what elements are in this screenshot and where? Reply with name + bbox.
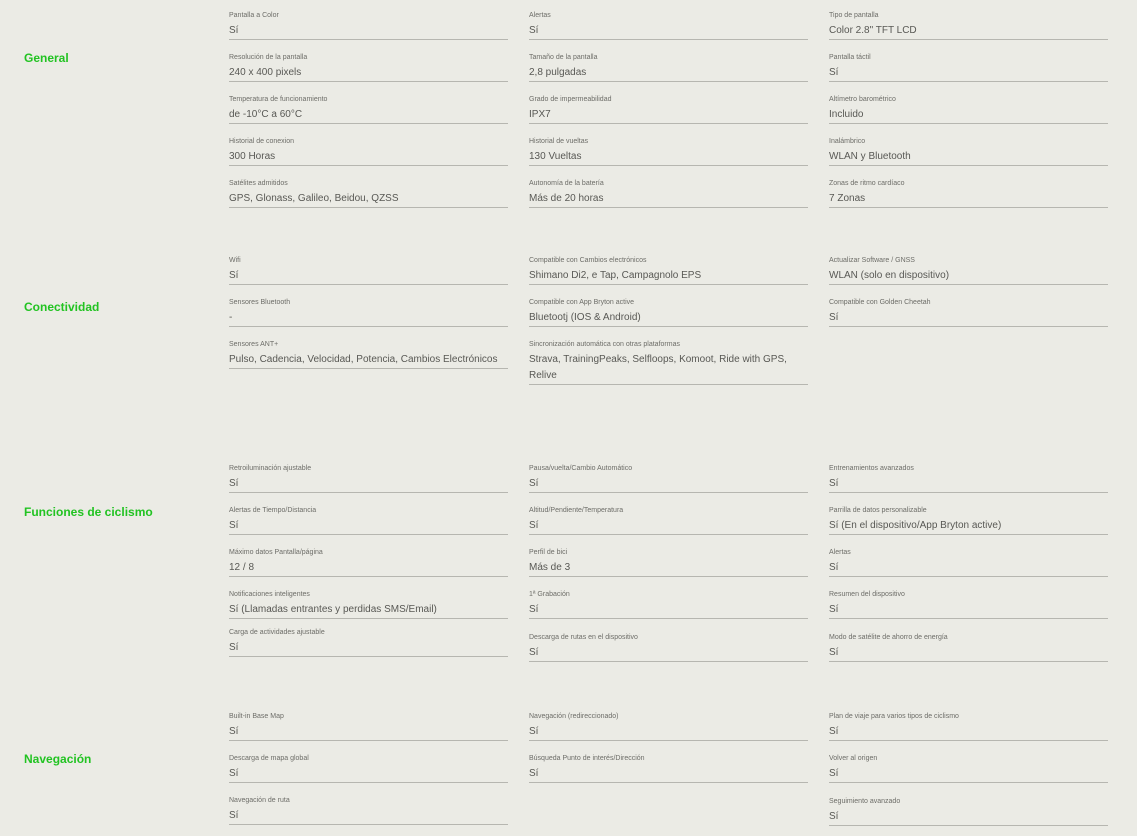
spec-value: Sí (En el dispositivo/App Bryton active) (829, 520, 1002, 531)
spec-historial-conexion (229, 137, 508, 166)
spec-navegacion-redireccionado (529, 712, 808, 741)
spec-golden-cheetah (829, 298, 1108, 327)
spec-altitud (529, 506, 808, 535)
spec-label: Carga de actividades ajustable (229, 629, 325, 636)
spec-label: Compatible con App Bryton active (529, 299, 635, 306)
spec-label: Inalámbrico (829, 138, 866, 145)
spec-label: 1ª Grabación (529, 591, 570, 598)
spec-alertas (529, 11, 808, 40)
spec-mapa-global (229, 754, 508, 783)
spec-impermeabilidad (529, 95, 808, 124)
spec-label: Perfil de bici (529, 549, 568, 556)
spec-value: 7 Zonas (829, 193, 866, 204)
spec-label: Zonas de ritmo cardíaco (829, 180, 905, 187)
spec-label: Seguimiento avanzado (829, 798, 901, 805)
spec-zonas-ritmo (829, 179, 1108, 208)
spec-value: 240 x 400 pixels (229, 67, 302, 78)
spec-label: Entrenamientos avanzados (829, 465, 914, 472)
spec-label: Máximo datos Pantalla/página (229, 549, 323, 556)
spec-label: Historial de conexion (229, 138, 294, 145)
spec-parrilla-datos (829, 506, 1108, 535)
spec-value: de -10°C a 60°C (229, 109, 303, 120)
spec-altimetro (829, 95, 1108, 124)
spec-value: IPX7 (529, 109, 551, 120)
spec-value: Sí (829, 562, 839, 573)
spec-seguimiento (829, 797, 1108, 826)
section-title-conectividad: Conectividad (24, 300, 100, 314)
spec-value: Sí (229, 726, 239, 737)
spec-plan-viaje (829, 712, 1108, 741)
spec-punto-interes (529, 754, 808, 783)
spec-value: Incluido (829, 109, 864, 120)
spec-temperatura (229, 95, 508, 124)
spec-label: Tipo de pantalla (829, 12, 879, 19)
spec-label: Historial de vueltas (529, 138, 589, 145)
spec-label: Altímetro barométrico (829, 96, 896, 103)
spec-label: Resolución de la pantalla (229, 54, 308, 61)
spec-value: Sí (529, 726, 539, 737)
spec-label: Navegación de ruta (229, 797, 290, 804)
spec-retroiluminacion (229, 464, 508, 493)
spec-pantalla-tactil (829, 53, 1108, 82)
spec-cambios-electronicos (529, 256, 808, 285)
spec-value: Sí (829, 478, 839, 489)
spec-label: Satélites admitidos (229, 180, 288, 187)
spec-modo-satelite (829, 633, 1108, 662)
spec-navegacion-ruta (229, 796, 508, 825)
spec-app-bryton (529, 298, 808, 327)
spec-label: Notificaciones inteligentes (229, 591, 310, 598)
section-title-general: General (24, 51, 69, 65)
spec-resolucion (229, 53, 508, 82)
spec-label: Volver al origen (829, 755, 878, 762)
spec-label: Compatible con Cambios electrónicos (529, 257, 647, 264)
spec-resumen-dispositivo (829, 590, 1108, 619)
spec-label: Pantalla a Color (229, 12, 279, 19)
spec-label: Plan de viaje para varios tipos de ciclismo (829, 713, 959, 720)
spec-value: Más de 20 horas (529, 193, 604, 204)
spec-entrenamientos (829, 464, 1108, 493)
spec-value: Shimano Di2, e Tap, Campagnolo EPS (529, 270, 702, 281)
spec-volver-origen (829, 754, 1108, 783)
spec-pausa-vuelta (529, 464, 808, 493)
spec-perfil-bici (529, 548, 808, 577)
spec-label: Temperatura de funcionamiento (229, 96, 328, 103)
spec-value: - (229, 312, 233, 323)
spec-label: Built-in Base Map (229, 713, 284, 720)
spec-value: Bluetootj (IOS & Android) (529, 312, 641, 323)
spec-label: Autonomía de la batería (529, 180, 604, 187)
spec-base-map (229, 712, 508, 741)
spec-value: Sí (829, 768, 839, 779)
spec-label: Alertas de Tiempo/Distancia (229, 507, 317, 514)
spec-label: Pantalla táctil (829, 54, 871, 61)
spec-tamano-pantalla (529, 53, 808, 82)
spec-inalambrico (829, 137, 1108, 166)
spec-label: Descarga de mapa global (229, 755, 309, 762)
spec-value: Sí (829, 726, 839, 737)
spec-alertas-ciclismo (829, 548, 1108, 577)
spec-label: Wifi (229, 257, 241, 264)
spec-label: Búsqueda Punto de interés/Dirección (529, 755, 645, 762)
spec-label: Sincronización automática con otras plataformas (529, 341, 680, 348)
spec-value: Strava, TrainingPeaks, Selfloops, Komoot, Ride with GPS, Relive (529, 354, 787, 381)
spec-satelites (229, 179, 508, 208)
spec-label: Alertas (529, 12, 551, 19)
spec-value: Sí (Llamadas entrantes y perdidas SMS/Email) (229, 604, 437, 615)
spec-autonomia (529, 179, 808, 208)
spec-label: Resumen del dispositivo (829, 591, 905, 598)
spec-value: Sí (829, 647, 839, 658)
spec-value: WLAN (solo en dispositivo) (829, 270, 950, 281)
spec-notificaciones (229, 590, 508, 619)
spec-pantalla-color (229, 11, 508, 40)
spec-value: Sí (229, 25, 239, 36)
spec-value: Sí (529, 478, 539, 489)
spec-value: Sí (529, 768, 539, 779)
spec-value: 300 Horas (229, 151, 276, 162)
spec-value: 2,8 pulgadas (529, 67, 587, 78)
section-title-navegacion: Navegación (24, 752, 92, 766)
spec-sensores-ant (229, 340, 508, 369)
spec-label: Modo de satélite de ahorro de energía (829, 634, 948, 641)
spec-label: Sensores ANT+ (229, 341, 279, 348)
spec-value: 12 / 8 (229, 562, 255, 573)
spec-label: Navegación (redireccionado) (529, 713, 619, 720)
spec-label: Parrilla de datos personalizable (829, 507, 927, 514)
spec-value: Sí (229, 520, 239, 531)
spec-label: Alertas (829, 549, 851, 556)
spec-label: Actualizar Software / GNSS (829, 257, 915, 264)
spec-value: Sí (229, 478, 239, 489)
spec-value: Sí (529, 25, 539, 36)
spec-label: Sensores Bluetooth (229, 299, 291, 306)
section-title-ciclismo: Funciones de ciclismo (24, 505, 153, 519)
spec-value: Sí (829, 811, 839, 822)
spec-label: Altitud/Pendiente/Temperatura (529, 507, 624, 514)
spec-value: Sí (829, 604, 839, 615)
spec-label: Tamaño de la pantalla (529, 54, 598, 61)
spec-historial-vueltas (529, 137, 808, 166)
spec-value: Sí (229, 270, 239, 281)
spec-value: WLAN y Bluetooth (829, 151, 911, 162)
spec-sincronizacion (529, 340, 808, 385)
spec-value: Sí (829, 312, 839, 323)
spec-label: Compatible con Golden Cheetah (829, 299, 931, 306)
spec-value: Color 2.8" TFT LCD (829, 25, 917, 36)
spec-value: Pulso, Cadencia, Velocidad, Potencia, Cambios Electrónicos (229, 354, 498, 365)
spec-value: GPS, Glonass, Galileo, Beidou, QZSS (229, 193, 399, 204)
spec-actualizar-software (829, 256, 1108, 285)
spec-value: 130 Vueltas (529, 151, 582, 162)
spec-label: Pausa/vuelta/Cambio Automático (529, 465, 633, 472)
spec-wifi (229, 256, 508, 285)
spec-sensores-bluetooth (229, 298, 508, 327)
spec-value: Más de 3 (529, 562, 571, 573)
spec-descarga-rutas (529, 633, 808, 662)
spec-maximo-datos (229, 548, 508, 577)
spec-value: Sí (229, 768, 239, 779)
spec-label: Retroiluminación ajustable (229, 465, 312, 472)
spec-tipo-pantalla (829, 11, 1108, 40)
spec-carga-actividades (229, 628, 508, 657)
spec-label: Descarga de rutas en el dispositivo (529, 634, 638, 641)
spec-value: Sí (529, 520, 539, 531)
spec-primera-grabacion (529, 590, 808, 619)
spec-alertas-tiempo (229, 506, 508, 535)
spec-value: Sí (829, 67, 839, 78)
spec-value: Sí (229, 642, 239, 653)
spec-value: Sí (529, 604, 539, 615)
spec-value: Sí (529, 647, 539, 658)
spec-label: Grado de impermeabilidad (529, 96, 612, 103)
spec-value: Sí (229, 810, 239, 821)
